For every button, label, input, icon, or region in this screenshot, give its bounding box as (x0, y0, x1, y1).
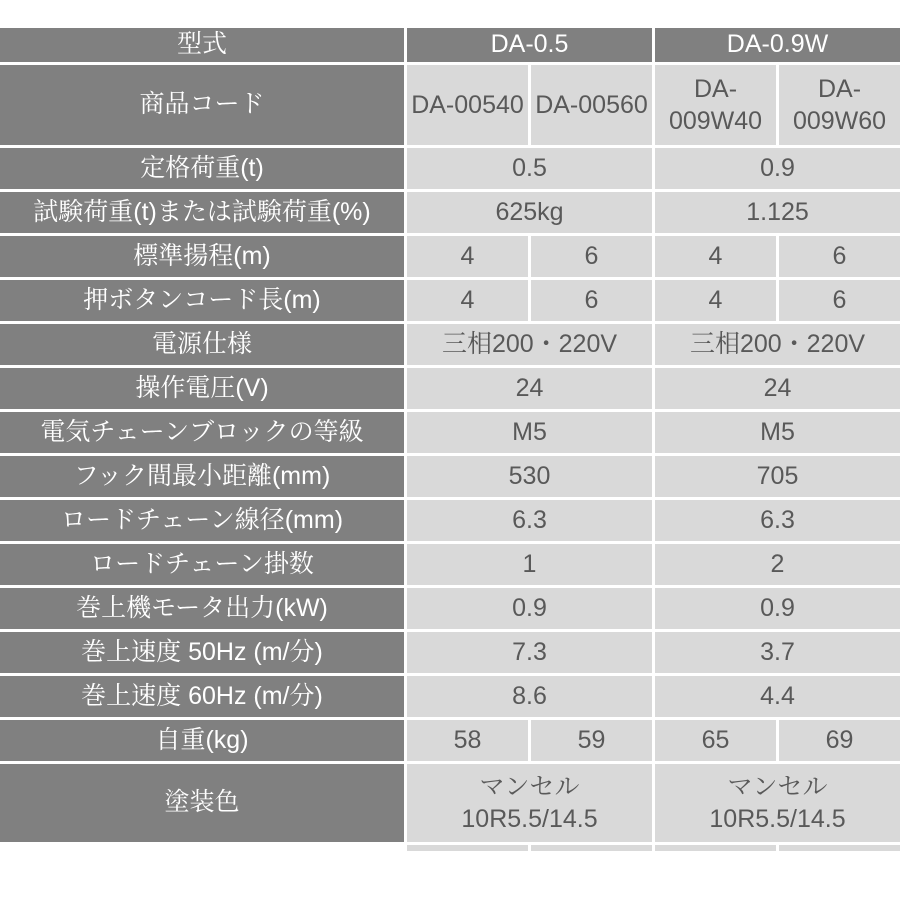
spec-value-cell: 24 (407, 368, 652, 409)
spec-value-cell: 4 (655, 236, 776, 277)
spec-value-cell: 6 (779, 236, 900, 277)
row-label: 自重(kg) (0, 720, 404, 761)
clipped-row-sliver (531, 845, 652, 851)
table-bottom-blank (0, 845, 404, 851)
row-label: 巻上速度 50Hz (m/分) (0, 632, 404, 673)
row-label: ロードチェーン掛数 (0, 544, 404, 585)
spec-value-cell: DA-009W40 (655, 65, 776, 145)
spec-value-cell: 7.3 (407, 632, 652, 673)
row-label: 標準揚程(m) (0, 236, 404, 277)
row-label: 試験荷重(t)または試験荷重(%) (0, 192, 404, 233)
spec-value-cell: 0.9 (407, 588, 652, 629)
spec-value-cell: 6.3 (655, 500, 900, 541)
spec-value-cell: 4.4 (655, 676, 900, 717)
spec-value-cell: 65 (655, 720, 776, 761)
spec-value-cell: 4 (407, 280, 528, 321)
row-label: 塗装色 (0, 764, 404, 842)
row-label: 電源仕様 (0, 324, 404, 365)
clipped-row-sliver (407, 845, 528, 851)
row-label: ロードチェーン線径(mm) (0, 500, 404, 541)
spec-table (0, 28, 900, 851)
row-label: 操作電圧(V) (0, 368, 404, 409)
spec-value-cell: マンセル 10R5.5/14.5 (407, 764, 652, 842)
row-label: 巻上機モータ出力(kW) (0, 588, 404, 629)
spec-value-cell: DA-00560 (531, 65, 652, 145)
spec-value-cell: 1 (407, 544, 652, 585)
spec-value-cell: 24 (655, 368, 900, 409)
row-label: フック間最小距離(mm) (0, 456, 404, 497)
model-header-da-0-9w: DA-0.9W (655, 28, 900, 62)
spec-value-cell: 4 (407, 236, 528, 277)
spec-value-cell: 69 (779, 720, 900, 761)
spec-value-cell: 6 (531, 280, 652, 321)
spec-value-cell: 6 (531, 236, 652, 277)
spec-value-cell: 1.125 (655, 192, 900, 233)
spec-value-cell: M5 (655, 412, 900, 453)
spec-value-cell: マンセル 10R5.5/14.5 (655, 764, 900, 842)
spec-value-cell: 59 (531, 720, 652, 761)
row-label: 定格荷重(t) (0, 148, 404, 189)
spec-value-cell: 8.6 (407, 676, 652, 717)
spec-value-cell: 0.9 (655, 148, 900, 189)
model-header-label: 型式 (0, 28, 404, 62)
spec-value-cell: 530 (407, 456, 652, 497)
model-header-da-0-5: DA-0.5 (407, 28, 652, 62)
spec-value-cell: 705 (655, 456, 900, 497)
spec-value-cell: 6 (779, 280, 900, 321)
spec-value-cell: 三相200・220V (407, 324, 652, 365)
row-label: 電気チェーンブロックの等級 (0, 412, 404, 453)
spec-value-cell: 625kg (407, 192, 652, 233)
spec-value-cell: 三相200・220V (655, 324, 900, 365)
spec-value-cell: 0.9 (655, 588, 900, 629)
clipped-row-sliver (655, 845, 776, 851)
spec-value-cell: M5 (407, 412, 652, 453)
row-label: 商品コード (0, 65, 404, 145)
spec-value-cell: DA-009W60 (779, 65, 900, 145)
spec-value-cell: 6.3 (407, 500, 652, 541)
spec-value-cell: 4 (655, 280, 776, 321)
spec-value-cell: 3.7 (655, 632, 900, 673)
spec-value-cell: 0.5 (407, 148, 652, 189)
spec-value-cell: 2 (655, 544, 900, 585)
spec-value-cell: DA-00540 (407, 65, 528, 145)
row-label: 押ボタンコード長(m) (0, 280, 404, 321)
row-label: 巻上速度 60Hz (m/分) (0, 676, 404, 717)
clipped-row-sliver (779, 845, 900, 851)
spec-value-cell: 58 (407, 720, 528, 761)
